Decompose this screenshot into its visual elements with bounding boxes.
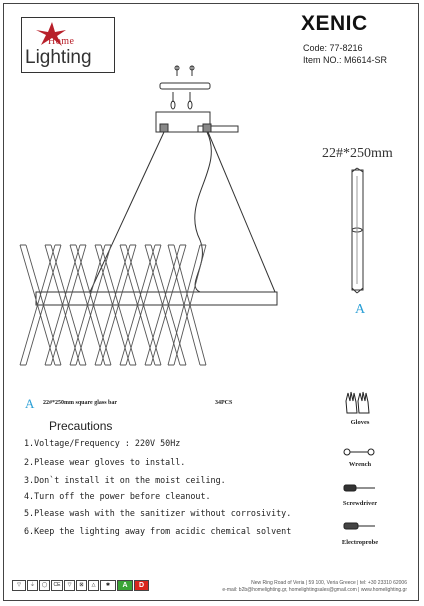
ceiling-canopy [156,112,238,132]
ce-icon: CE [51,580,63,591]
tool-label-gloves: Gloves [350,419,370,426]
product-name: XENIC [301,12,368,35]
legend-quantity: 34PCS [215,400,233,406]
power-cable [195,132,212,292]
class-ii-icon: ▽ [12,580,26,591]
weee-bin-icon: ⊠ [76,580,87,591]
energy-class-a: A [117,580,133,591]
precaution-item-2: 2.Please wear gloves to install. [24,457,186,467]
precaution-item-6: 6.Keep the lighting away from acidic chemical solvent [24,526,292,536]
tool-label-screwdriver: Screwdriver [342,500,378,507]
logo-home-text: Home [48,36,75,47]
item-number: Item NO.: M6614-SR [303,55,388,65]
precaution-item-1: 1.Voltage/Frequency : 220V 50Hz [24,438,181,448]
precaution-item-4: 4.Turn off the power before cleanout. [24,491,211,501]
footer-contacts: e-mail: b2b@homelighting.gr, homelightingsales@gmail.com | www.homelighting.gr [222,587,407,593]
part-dimension-label: 22#*250mm [322,146,393,161]
gloves-icon [343,389,373,415]
wrench-icon [343,446,375,458]
ip-icon: ◯ [39,580,50,591]
legend-description: 22#*250mm square glass bar [43,400,118,406]
part-a-glass-bar [352,168,363,293]
tool-label-electroprobe: Electroprobe [341,539,379,546]
precautions-title: Precautions [49,419,113,433]
precaution-item-5: 5.Please wash with the sanitizer without corrosivity. [24,508,292,518]
legend-letter: A [25,396,35,411]
mounting-screws-icon [160,66,210,109]
logo-lighting-text: Lighting [25,47,92,68]
footer-address: New Ring Road of Veria | 59 100, Veria Greece | tel: +30 23310 62006 [251,580,407,586]
part-letter-label: A [355,302,366,317]
product-code: Code: 77-8216 [303,43,363,53]
screwdriver-icon [343,483,377,493]
earth-icon: ⏚ [27,580,38,591]
warning-icon: △ [88,580,99,591]
energy-class-d: D [134,580,149,591]
precaution-item-3: 3.Don`t install it on the moist ceiling. [24,475,226,485]
bulb-icon: ✱ [100,580,116,591]
f-mark-icon: ▽ [64,580,75,591]
tool-label-wrench: Wrench [348,461,372,468]
electroprobe-icon [343,521,377,531]
suspension-wire-right [208,132,275,292]
